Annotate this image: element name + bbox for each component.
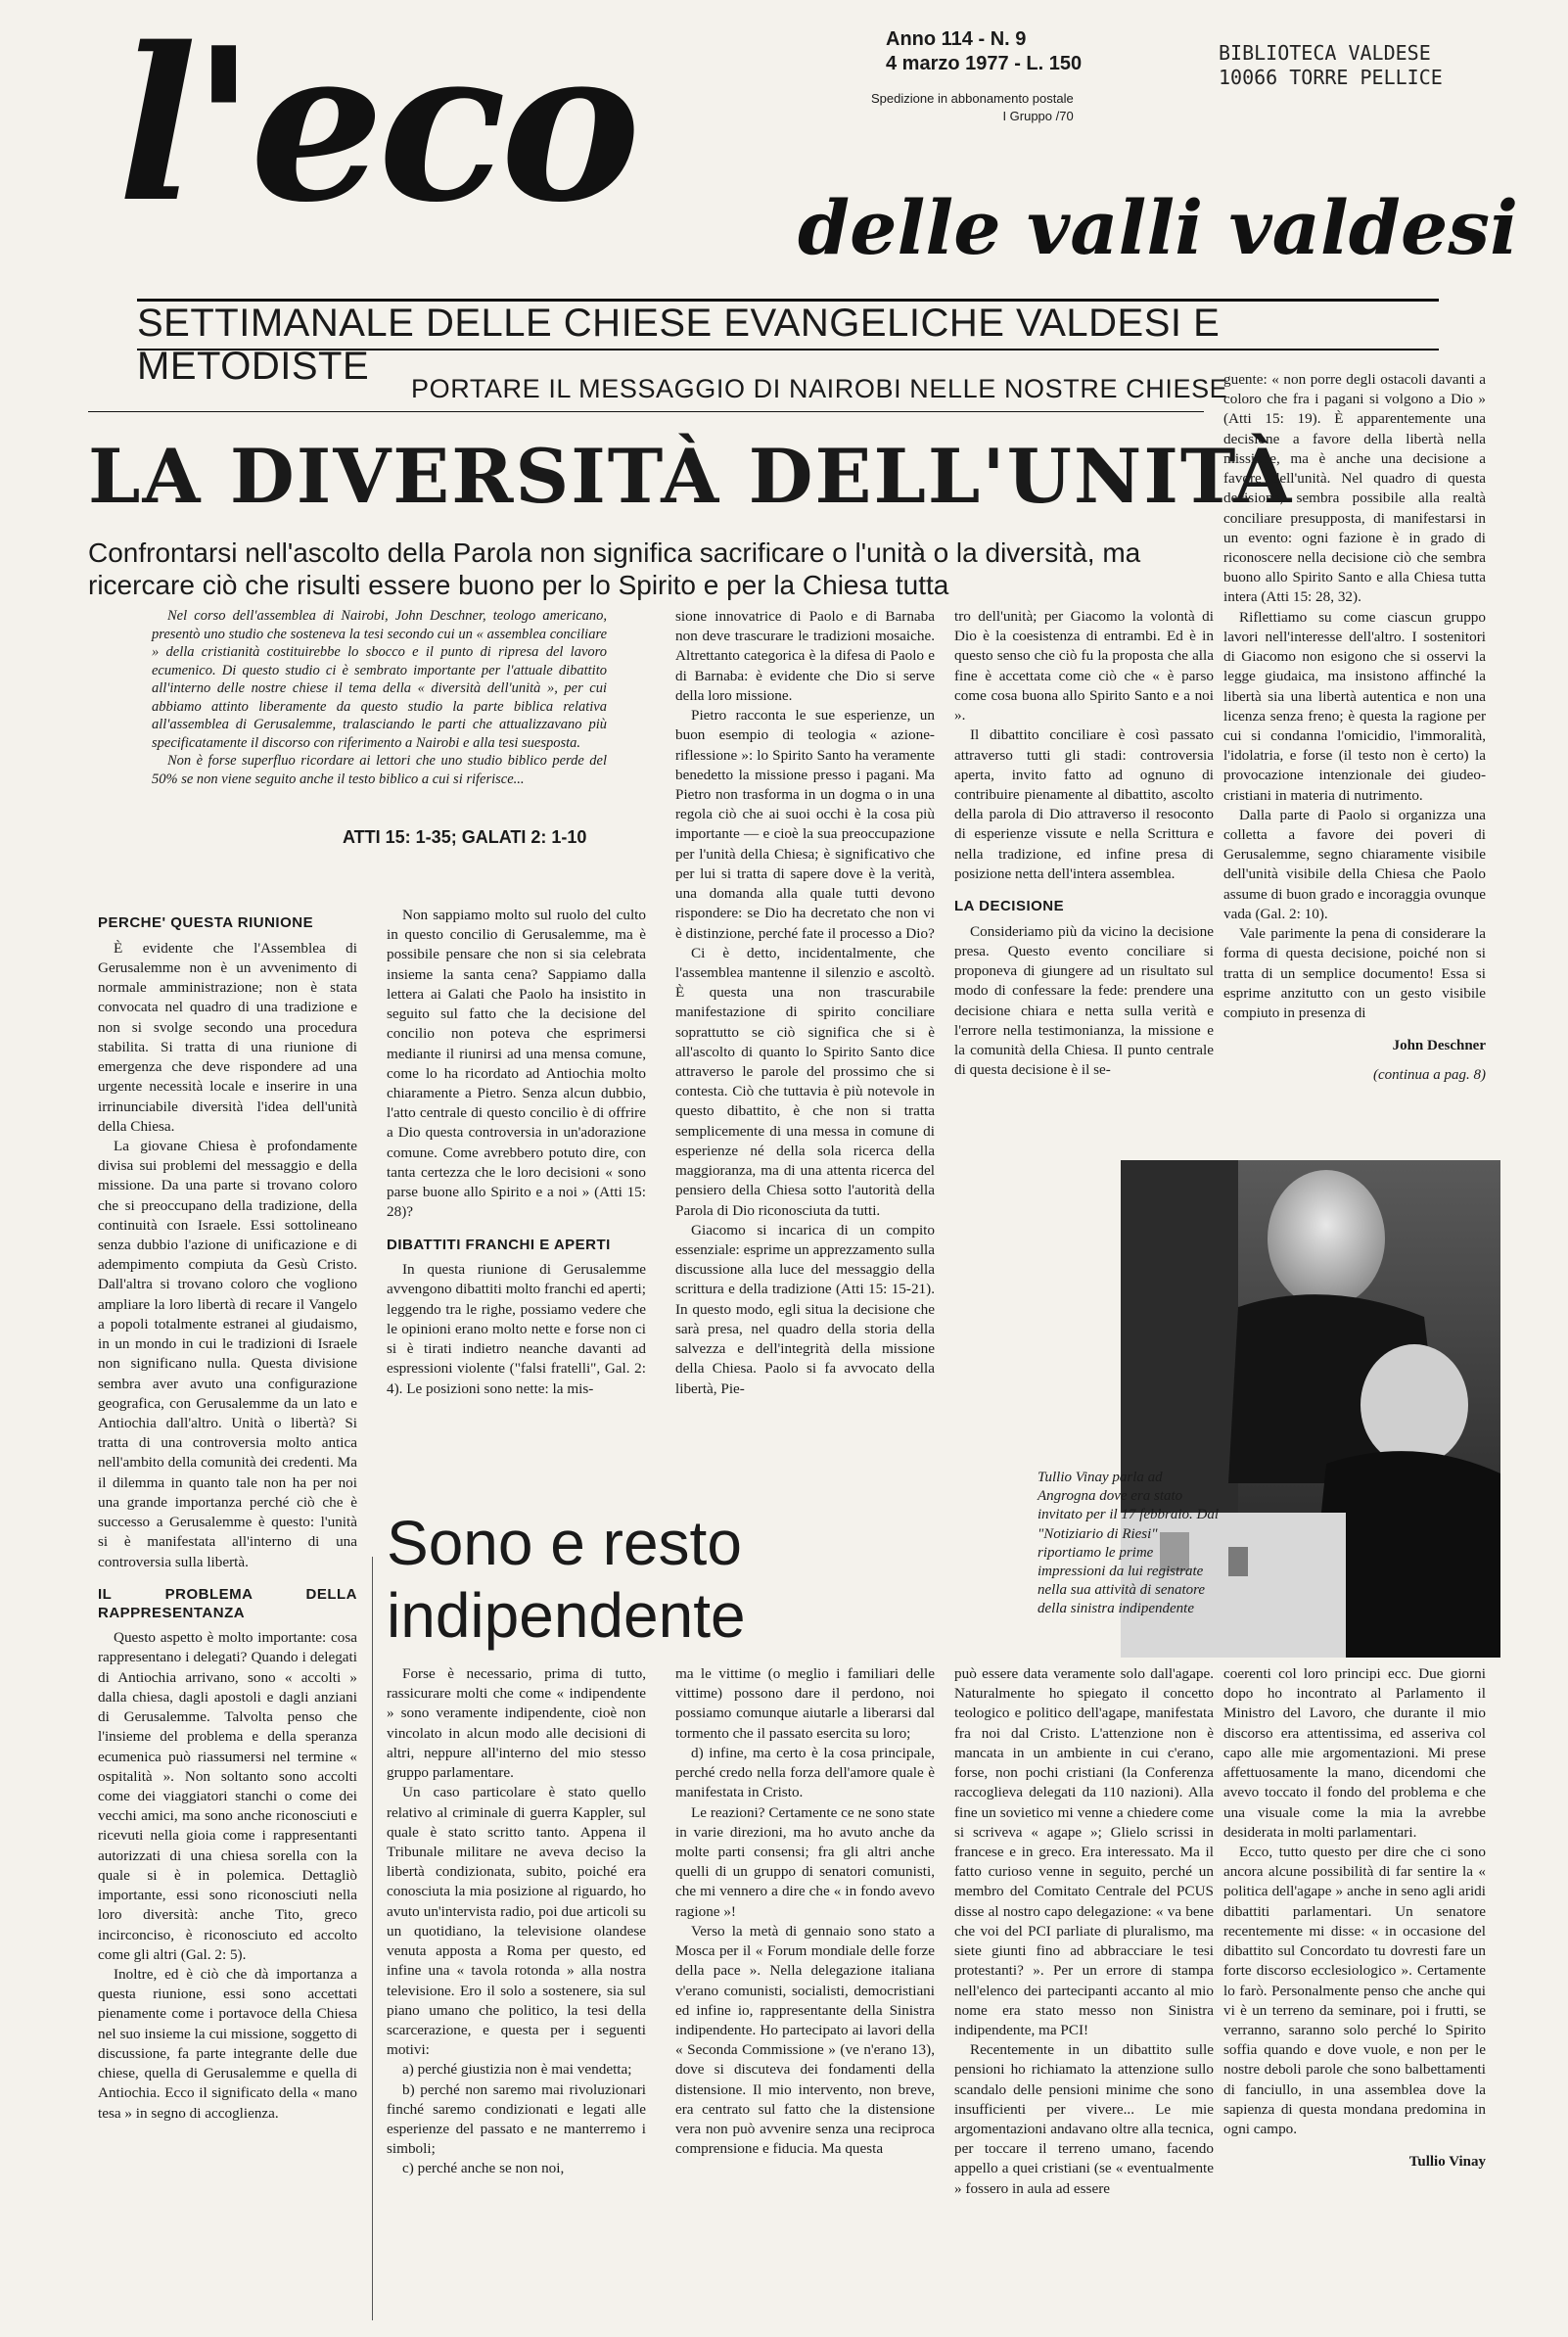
paragraph: d) infine, ma certo è la cosa principale, perché credo nella forza dell'amore quale è manifestata in Cristo. xyxy=(675,1744,935,1801)
article1-column-2 xyxy=(387,906,646,1399)
library-stamp xyxy=(1219,41,1443,90)
issue-number: Anno 114 - N. 9 xyxy=(886,28,1027,50)
paragraph: Ecco, tutto questo per dire che ci sono ancora alcune possibilità di far sentire la « politica dell'agape » anche in seno agli aridi dibattiti parlamentari. Un senatore recentemente mi disse: « in occasione del dibattito sul Concordato tu dovresti fare un forte discorso ecclesiologico ». Certamente lo farò. Personalmente penso che anche qui vi è un terreno da seminare, poi i frutti, se verranno, saranno solo perché lo Spirito soffia quando e dove vuole, e non per le nostre deboli parole che sono balbettamenti di fanciullo, in una assemblea dove la sapienza di questa mondana predomina in ogni campo. xyxy=(1223,1843,1486,2138)
stamp-line-2: 10066 TORRE PELLICE xyxy=(1219,66,1443,89)
paragraph: ma le vittime (o meglio i familiari delle vittime) possono dare il perdono, noi possiamo comunque aiutarle a liberarsi dal tormento che il passato esercita su loro; xyxy=(675,1665,935,1742)
subhead-decisione: LA DECISIONE xyxy=(954,898,1065,915)
bible-references: ATTI 15: 1-35; GALATI 2: 1-10 xyxy=(343,827,587,847)
article1-column-3 xyxy=(675,607,935,1399)
article2-column-3 xyxy=(954,1664,1214,2199)
postal-info xyxy=(871,90,1074,124)
paragraph: b) perché non saremo mai rivoluzionari finché saremo condizionati e legati alle esperienze del passato e ne manterremo i simboli; xyxy=(387,2080,646,2158)
masthead-logo: l'eco xyxy=(117,1,635,249)
paragraph: In questa riunione di Gerusalemme avvengono dibattiti molto franchi ed aperti; leggendo tra le righe, possiamo vedere che le opinioni erano molto nette e forse non ci si è tirati indietro neanche davanti ad espressioni violente ("falsi fratelli", Gal. 2: 4). Le posizioni sono nette: la mis- xyxy=(387,1261,646,1397)
paragraph: tro dell'unità; per Giacomo la volontà di Dio è la coesistenza di entrambi. Ed è in questo senso che ciò fu la proposta che alla fine è accettata come ciò che « è parso come cosa buona allo Spirito Santo e a noi ». xyxy=(954,608,1214,724)
intro-paragraph: Nel corso dell'assemblea di Nairobi, John Deschner, teologo americano, presentò uno studio che sosteneva la tesi secondo cui un « assemblea conciliare » della cristianità costituirebbe lo sbocco e il punto di ripresa del lavoro ecumenico. Di questo studio ci è sembrato importante per l'attuale dibattito all'interno delle nostre chiese il tema della « diversità dell'unità », per cui abbiamo attinto liberamente da questo studio la parte biblica relativa all'assemblea di Gerusalemme, tralasciando le parti che attualizzavano più specificatamente il discorso con riferimento a Nairobi e alla tesi suesposta. xyxy=(152,608,607,751)
paragraph: La giovane Chiesa è profondamente divisa sui problemi del messaggio e della missione. Da una parte si trovano coloro che si preoccupano della tradizione, della continuità con Israele. Essi sottolineano senza dubbio l'azione di unificazione e di adempimento compiuta da Gesù Cristo. Dall'altra si trovano coloro che vogliono ampliare la loro libertà di recare il Vangelo a popoli totalmente estranei al giudaismo, in un mondo in cui le tradizioni di Israele non significano nulla. Questa divisione sembra aver avuto una configurazione geografica, con Gerusalemme da un lato e Antiochia dall'altro. Unità o libertà? Si tratta di una controversia molto antica nell'ambito della comunità dei credenti. Ma il dilemma in quanto tale non ha per noi una grande importanza perché ciò che è successo a Gerusalemme è questo: l'unità si è manifestata all'interno di una controversia sulla libertà. xyxy=(98,1137,357,1570)
masthead-rule-bottom xyxy=(137,349,1439,351)
postal-line: Spedizione in abbonamento postale xyxy=(871,91,1074,106)
paragraph: Riflettiamo su come ciascun gruppo lavori nell'interesse dell'altro. I sostenitori di Giacomo non esigono che si osservi la legge giudaica, ma insistono affinché la libertà sia una libertà autentica e non una licenza senza freno; è questa la ragione per cui si condanna l'omicidio, l'immoralità, l'idolatria, e forse (il testo non è certo) la provocazione intenzionale dei giudeo-cristiani in materia di nutrimento. xyxy=(1223,608,1486,804)
postal-group: I Gruppo /70 xyxy=(1002,108,1074,123)
article2-column-1 xyxy=(387,1664,646,2179)
article2-headline xyxy=(387,1508,746,1652)
paragraph: può essere data veramente solo dall'agape. Naturalmente ho spiegato il concetto teologico e politico dell'agape, manifestata fra noi dal Cristo. L'attenzione non è mancata in un ambiente in cui c'erano, forse, non pochi cristiani (la Conferenza raccoglieva delegati da 110 nazioni). Alla fine un sovietico mi venne a chiedere come si scriveva « agape »; Glielo scrissi in francese e in greco. Era interessato. Ma il fatto curioso venne in seguito, perché un membro del Comitato Centrale del PCUS disse al nostro capo delegazione: « va bene che voi del PCI parliate di pluralismo, ma siete giunti fino ad abbracciare le tesi protestanti? ». Per un errore di stampa nell'elenco dei partecipanti accanto al mio nome era stato messo non Sinistra indipendente, ma PCI! xyxy=(954,1665,1214,2038)
article-standfirst: Confrontarsi nell'ascolto della Parola non significa sacrificare o l'unità o la diversità, ma ricercare ciò che risulti essere buono per lo Spirito e per la Chiesa tutta xyxy=(88,538,1141,601)
paragraph: Dalla parte di Paolo si organizza una colletta a favore dei poveri di Gerusalemme, segno chiaramente visibile dell'unità visibile della Chiesa che Paolo assume di buon grado e incoraggia ovunque vada (Gal. 2: 10). xyxy=(1223,806,1486,922)
intro-note: Non è forse superfluo ricordare ai lettori che uno studio biblico perde del 50% se non viene seguito anche il testo biblico a cui si riferisce... xyxy=(152,753,607,787)
paragraph: Vale parimente la pena di considerare la forma di questa decisione, poiché non si tratta di un semplice documento! Essa si esprime anzitutto con un gesto visibile compiuto in presenza di xyxy=(1223,925,1486,1021)
paragraph: Questo aspetto è molto importante: cosa rappresentano i delegati? Quando i delegati di Antiochia arrivano, sono « accolti » dalla chiesa, dagli apostoli e dagli anziani di Gerusalemme. Talvolta penso che l'insieme del problema e della speranza ecumenica può riassumersi nel termine « ospitalità ». Non soltanto sono accolti come dei viaggiatori stanchi o come dei vecchi amici, ma sono anche riconosciuti e ricevuti nella gioia come i rappresentanti autorizzati di una chiesa sorella con la quale si è in polemica. Dettagliò importante, essi sono riconosciuti nella loro diversità: anche Tito, greco incirconciso, è riconosciuto ed accolto come gli altri (Gal. 2: 5). xyxy=(98,1629,357,1963)
paragraph: coerenti col loro principi ecc. Due giorni dopo ho incontrato al Parlamento il Ministro del Lavoro, che durante il mio discorso era attentissima, ed asseriva col capo alle mie argomentazioni. Mi prese affettuosamente la mano, dicendomi che avevo toccato il fondo del problema e che una visuale come la mia la avrebbe desiderata in molti parlamentari. xyxy=(1223,1665,1486,1841)
subhead-dibattiti: DIBATTITI FRANCHI E APERTI xyxy=(387,1236,611,1253)
article-kicker: PORTARE IL MESSAGGIO DI NAIROBI NELLE NOSTRE CHIESE xyxy=(411,374,1228,403)
paragraph: Forse è necessario, prima di tutto, rassicurare molti che come « indipendente » sono veramente indipendente, cioè non vincolato in alcun modo alle decisioni di altri, neppure all'interno del mio stesso gruppo parlamentare. xyxy=(387,1665,646,1782)
subhead-rappresentanza: IL PROBLEMA DELLA RAPPRESENTANZA xyxy=(98,1585,357,1621)
masthead-tagline: SETTIMANALE DELLE CHIESE EVANGELICHE VALDESI E METODISTE xyxy=(137,302,1221,388)
article1-column-1 xyxy=(98,901,357,2124)
paragraph: Il dibattito conciliare è così passato attraverso tutti gli stadi: controversia aperta, invito fatto ad ognuno di contribuire pienamente al dibattito, ascolto della parola di Dio attraverso il resoconto di esperienze vissute e nella Scrittura e nella tradizione, ed infine presa di posizione netta dell'intera assemblea. xyxy=(954,726,1214,882)
paragraph: Verso la metà di gennaio sono stato a Mosca per il « Forum mondiale delle forze della pace ». Nella delegazione italiana v'erano comunisti, socialisti, democristiani ed infine io, rappresentante della Sinistra indipendente. Ho partecipato ai lavori della « Seconda Commissione » (ve n'erano 13), dove si discuteva dei fondamenti della distensione. Il mio intervento, non breve, era centrato sul fatto che la distensione vera non può avvenire senza una reciproca comprensione e fiducia. Ma questa xyxy=(675,1922,935,2158)
issue-info xyxy=(886,27,1082,76)
article-intro xyxy=(152,607,607,788)
paragraph: È evidente che l'Assemblea di Gerusalemme non è un avvenimento di normale amministrazione; non è stata convocata nel quadro di una tradizione e non si svolge secondo una procedura stabilita. Si tratta di una riunione di emergenza che deve rispondere ad una urgente necessità locale e inserire in una irrinunciabile diversità l'idea dell'unità della Chiesa. xyxy=(98,939,357,1135)
issue-date-price: 4 marzo 1977 - L. 150 xyxy=(886,53,1083,74)
paragraph: a) perché giustizia non è mai vendetta; xyxy=(402,2061,632,2079)
paragraph: Pietro racconta le sue esperienze, un buon esempio di teologia « azione-riflessione »: lo Spirito Santo ha veramente benedetto la missione presso i pagani. Ma Pietro non trasforma in un dogma o in una regola ciò che ai suoi occhi è la cosa più importante — e cioè la sua preoccupazione per l'unità della Chiesa; è significativo che per lui si tratta di sapere dove è la verità, una domanda alla quale tutti devono rispondere: se Dio ha decretato che non vi è distinzione, perché fate il processo a Dio? xyxy=(675,707,935,942)
paragraph: Un caso particolare è stato quello relativo al criminale di guerra Kappler, sul quale è stato scritto tanto. Appena il Tribunale militare ne aveva deciso la libertà condizionata, subito, poiché era conosciuta la mia posizione al riguardo, ho avuto un'intervista radio, poi due articoli su un quotidiano, la televisione olandese venuta apposta a Roma per questo, ed infine una « tavola rotonda » alla nostra televisione. Ero il solo a sostenere, sia sul piano umano che politico, la tesi della scarcerazione, e questa per i seguenti motivi: xyxy=(387,1784,646,2059)
article1-column-4 xyxy=(954,607,1214,1081)
paragraph: Consideriamo più da vicino la decisione presa. Questo evento conciliare si proponeva di giungere ad un risultato sul modo di confessare la fede: prendere una decisione chiara e netta sulla verità e l'errore nella testimonianza, la missione e la comunità della Chiesa. Il punto centrale di questa decisione è il se- xyxy=(954,922,1214,1079)
kicker-rule xyxy=(88,411,1204,412)
headline-line-1: Sono e resto xyxy=(387,1508,742,1578)
continued-note: (continua a pag. 8) xyxy=(1373,1067,1486,1084)
stamp-line-1: BIBLIOTECA VALDESE xyxy=(1219,41,1431,65)
paragraph: Recentemente in un dibattito sulle pensioni ho richiamato la attenzione sullo scandalo delle pensioni minime che sono insufficienti per vivere... Le mie argomentazioni andavano oltre alla tecnica, per toccare il terreno umano, facendo appello a quei cristiani (se « eventualmente » fossero in aula ad essere xyxy=(954,2041,1214,2197)
author-signature: Tullio Vinay xyxy=(1408,2154,1486,2171)
paragraph: Inoltre, ed è ciò che dà importanza a questa riunione, essi sono accettati pienamente come i portavoce della Chiesa nel suo insieme la cui missione, soggetto di discussione, fa parte integrante delle due chiese, quella di Gerusalemme e quella di Antiochia. Ecco il significato della « mano tesa » in segno di accoglienza. xyxy=(98,1965,357,2122)
article-headline: LA DIVERSITÀ DELL'UNITÀ xyxy=(88,433,1294,520)
paragraph: Le reazioni? Certamente ce ne sono state in varie direzioni, ma ho avuto anche da molte parti consensi; fra gli altri anche quelli di un gruppo di senatori comunisti, che mi vennero a dire che « in fondo avevo ragione »! xyxy=(675,1803,935,1920)
article1-column-5 xyxy=(1223,370,1486,1086)
masthead-subtitle: delle valli valdesi xyxy=(798,184,1518,271)
paragraph: Giacomo si incarica di un compito essenziale: esprime un apprezzamento sulla discussione alla luce del messaggio della scrittura e della tradizione (Atti 15: 15-21). In questo modo, egli situa la decisione che sarà presa, nel quadro della storia della salvezza e dell'integrità della missione della Chiesa. Paolo si fa avvocato della libertà, Pie- xyxy=(675,1221,935,1397)
author-signature: John Deschner xyxy=(1392,1038,1486,1054)
paragraph: guente: « non porre degli ostacoli davanti a coloro che fra i pagani si volgono a Dio » (Atti 15: 19). È apparentemente una decisione a favore della libertà nella missione, ma è anche una decisione a favore dell'unità. Nel quadro di questa decisione, sembra possibile alla realtà conciliare presupposta, di manifestarsi in un evento: ogni fazione è in grado di riconoscere nella decisione ciò che sembra buono allo Spirito Santo e alla Chiesa tutta intera (Atti 15: 28, 32). xyxy=(1223,371,1486,606)
paragraph: c) perché anche se non noi, xyxy=(402,2160,565,2177)
column-rule xyxy=(372,1557,373,2320)
article2-column-4 xyxy=(1223,1664,1486,2173)
paragraph: Non sappiamo molto sul ruolo del culto in questo concilio di Gerusalemme, ma è possibile pensare che non si sia celebrata insieme la santa cena? Sappiamo dalla lettera ai Galati che Paolo ha insistito in seguito sul fatto che la decisione del concilio non poteva che esprimersi mediante il riunirsi ad una mensa comune, come lo ha ricordato ad Antiochia molto chiaramente a Pietro. Senza alcun dubbio, l'atto centrale di questo concilio è di offrire a Dio questa controversia in un'adorazione comune. Come avrebbero potuto dire, con tanta certezza che le loro decisioni « sono parse buone allo Spirito e a noi » (Atti 15: 28)? xyxy=(387,907,646,1221)
photo-caption: Tullio Vinay parla ad Angrogna dove era stato invitato per il 17 febbraio. Dal "Notiziario di Riesi" riportiamo le prime impressioni da lui registrate nella sua attività di senatore della sinistra indipendente xyxy=(1038,1470,1219,1617)
paragraph: sione innovatrice di Paolo e di Barnaba non deve trascurare le tradizioni mosaiche. Altrettanto categorica è la difesa di Paolo e di Barnaba: è evidente che Dio si serve della loro missione. xyxy=(675,608,935,704)
paragraph: Ci è detto, incidentalmente, che l'assemblea mantenne il silenzio e ascoltò. È questa una non trascurabile manifestazione di spirito conciliare soprattutto se ciò significa che si è all'ascolto di quanto lo Spirito Santo dice attraverso le parole del prossimo che si contesta. Ciò che tuttavia è più notevole in questo dibattito, è che non si tratta semplicemente di una messa in comune di esperienze né della sola ricerca della maggioranza, ma di una attenta ricerca del pensiero della Chiesa sotto l'autorità della Parola di Dio riconosciuta da tutti. xyxy=(675,944,935,1219)
subhead-perche: PERCHE' QUESTA RIUNIONE xyxy=(98,914,314,931)
article2-column-2 xyxy=(675,1664,935,2159)
headline-line-2: indipendente xyxy=(387,1579,746,1651)
